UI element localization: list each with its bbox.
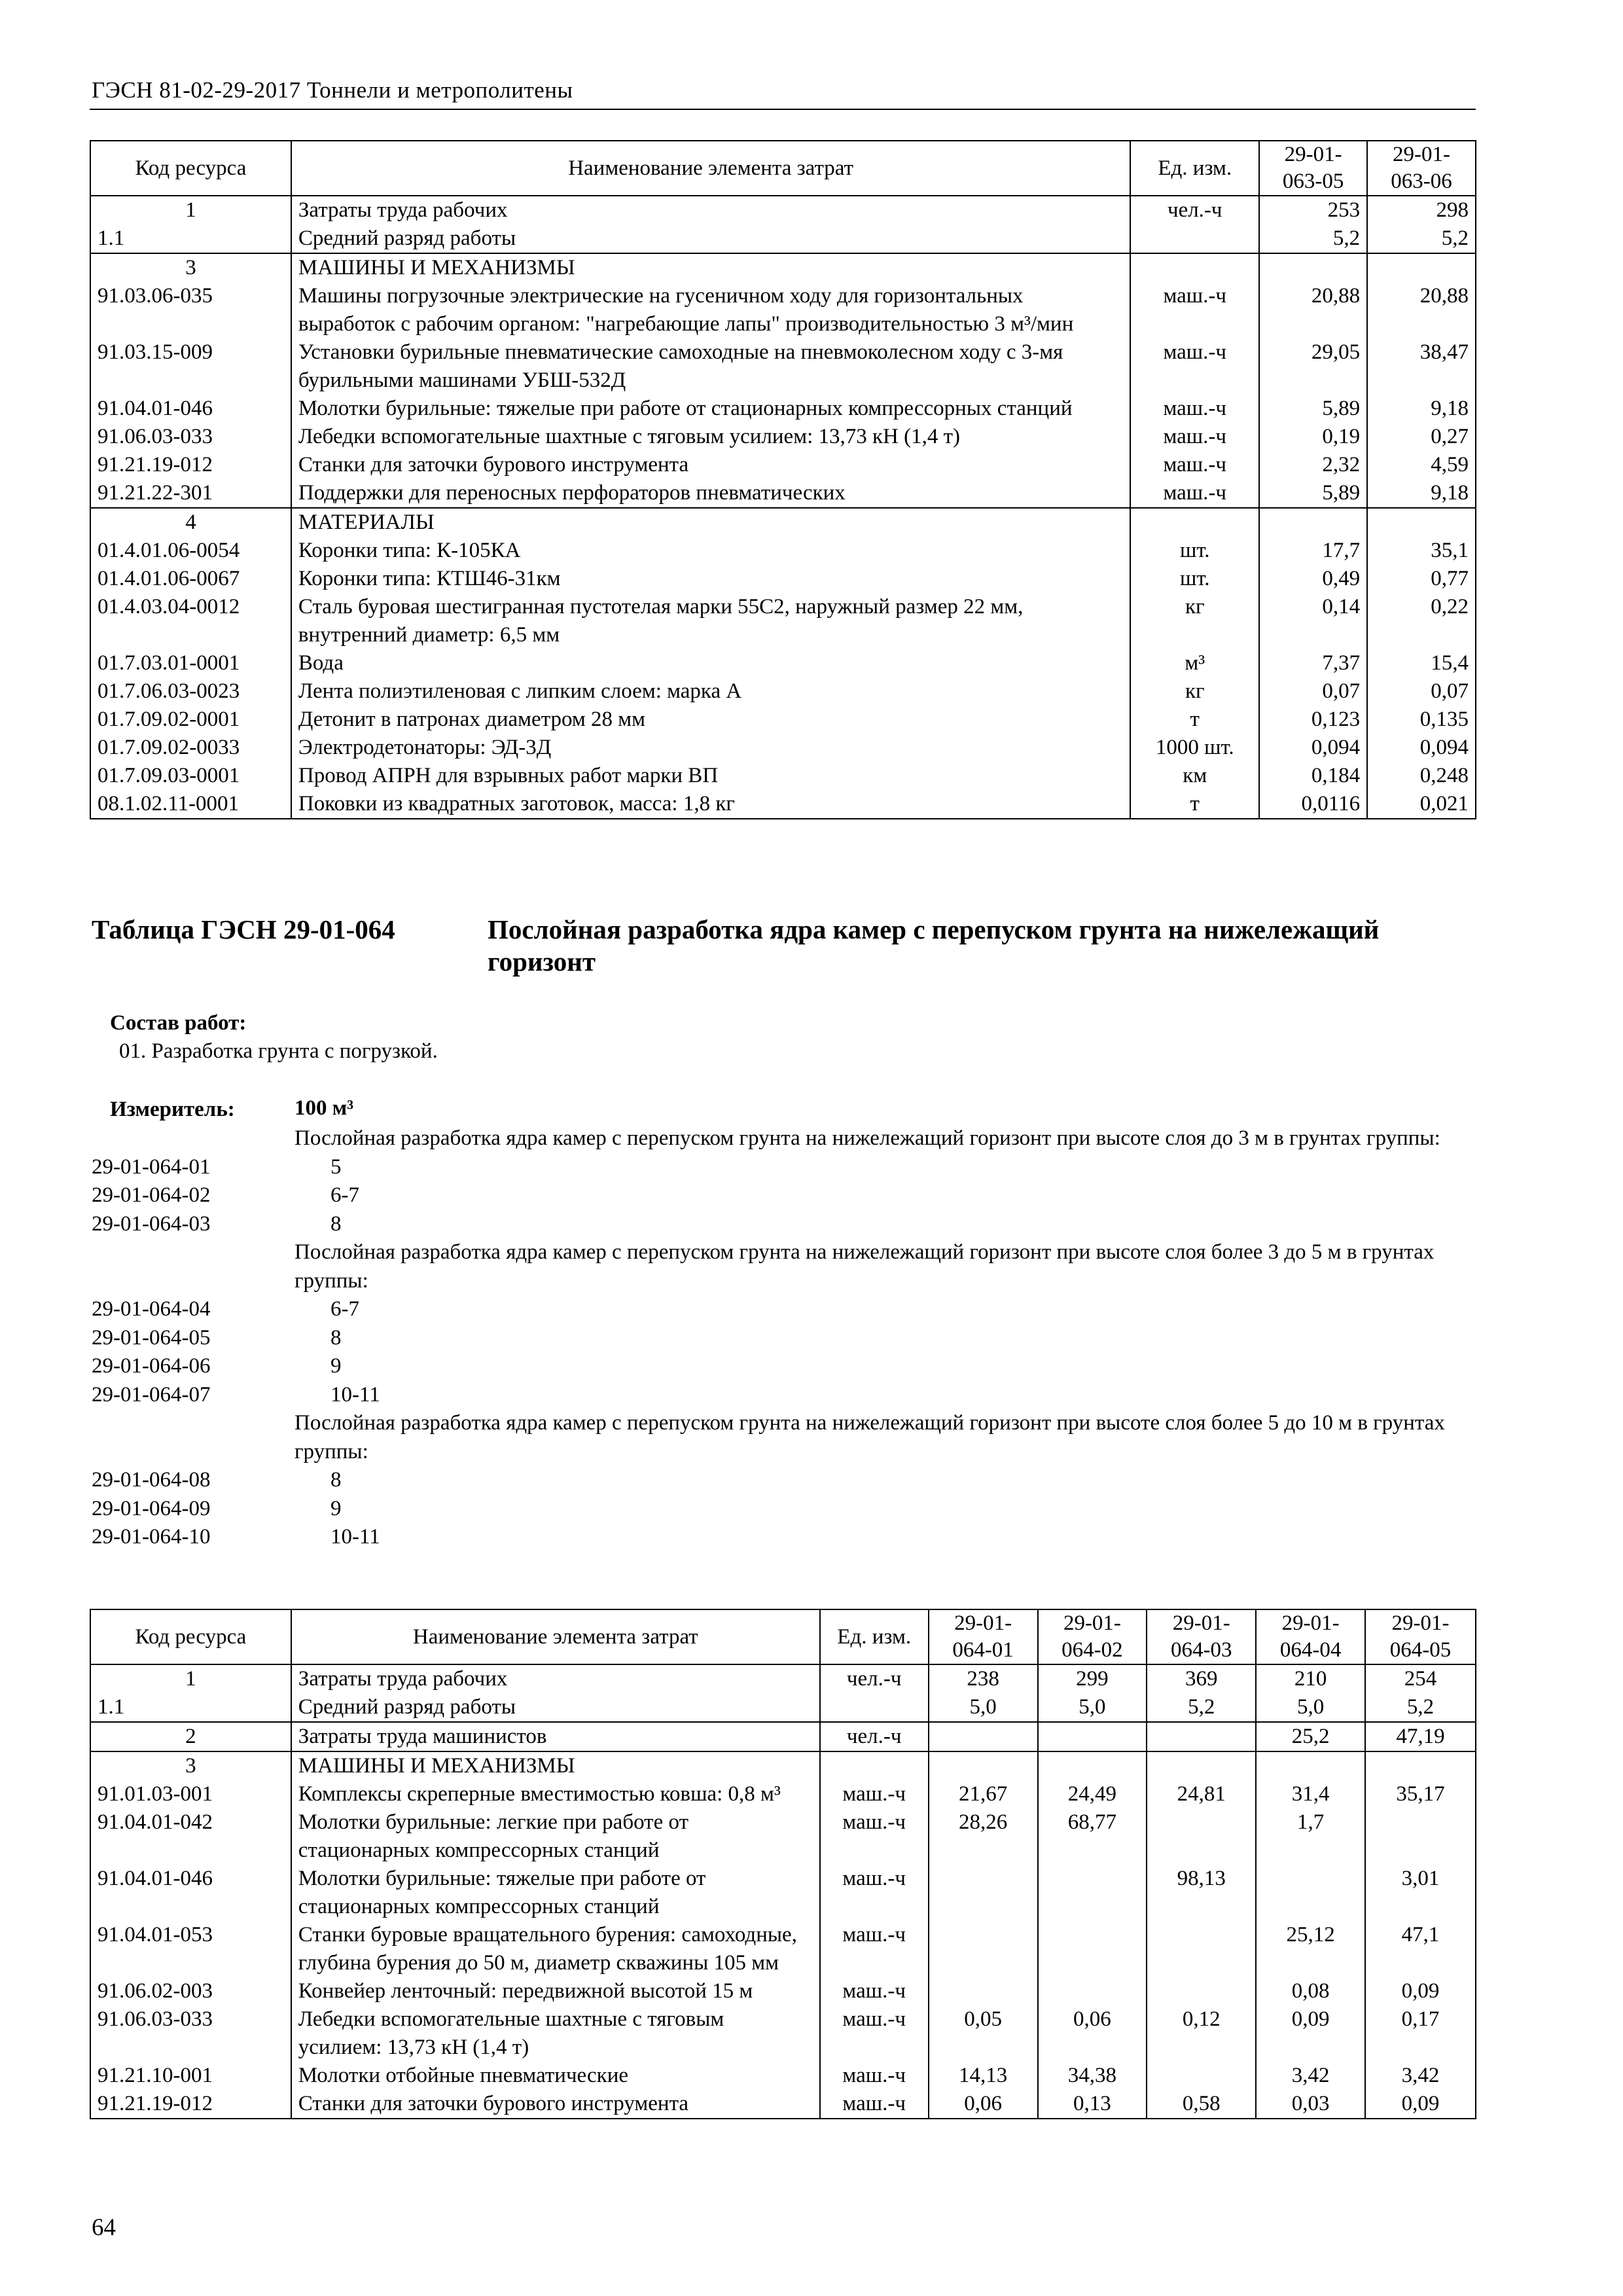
norm-value: 0,07 bbox=[1259, 677, 1367, 706]
norm-value: 0,09 bbox=[1365, 2090, 1476, 2119]
table-row bbox=[90, 1865, 1476, 1921]
norm-value: 0,09 bbox=[1256, 2005, 1365, 2062]
resource-unit: кг bbox=[1130, 677, 1259, 706]
norm-value: 3,01 bbox=[1365, 1865, 1476, 1921]
norm-value: 254 bbox=[1365, 1664, 1476, 1693]
norm-value: 21,67 bbox=[929, 1780, 1038, 1808]
norm-value: 28,26 bbox=[929, 1808, 1038, 1865]
norm-group-description: Послойная разработка ядра камер с перепуском грунта на нижележащий горизонт при высоте слоя более 5 до 10 м в грунтах группы: bbox=[294, 1411, 1445, 1463]
norm-value: 5,2 bbox=[1365, 1693, 1476, 1722]
norm-value bbox=[929, 1865, 1038, 1921]
table-row bbox=[90, 790, 1476, 819]
resource-code: 01.4.03.04-0012 bbox=[90, 593, 291, 649]
norm-value bbox=[1038, 1921, 1147, 1977]
resource-code: 91.21.10-001 bbox=[90, 2062, 291, 2090]
norm-value: 0,094 bbox=[1259, 734, 1367, 762]
resource-name: Затраты труда машинистов bbox=[291, 1722, 820, 1751]
norm-item bbox=[92, 1153, 1472, 1182]
resource-unit: т bbox=[1130, 790, 1259, 819]
resource-code: 91.06.03-033 bbox=[90, 2005, 291, 2062]
resource-name: Конвейер ленточный: передвижной высотой 15 м bbox=[291, 1977, 820, 2005]
resource-unit: чел.-ч bbox=[820, 1664, 929, 1693]
norm-value: 5,2 bbox=[1147, 1693, 1256, 1722]
table-row bbox=[90, 1751, 1476, 1780]
resource-unit: маш.-ч bbox=[820, 1808, 929, 1865]
norm-value: 14,13 bbox=[929, 2062, 1038, 2090]
soil-group: 9 bbox=[330, 1354, 342, 1378]
resource-name: Молотки бурильные: легкие при работе от стационарных компрессорных станций bbox=[291, 1808, 820, 1865]
resource-name: Молотки бурильные: тяжелые при работе от стационарных компрессорных станций bbox=[291, 1865, 820, 1921]
table-row bbox=[90, 1808, 1476, 1865]
norm-value: 29,05 bbox=[1259, 338, 1367, 395]
resource-code: 2 bbox=[90, 1722, 291, 1751]
resource-name: Установки бурильные пневматические самоходные на пневмоколесном ходу с 3-мя бурильными машинами УБШ-532Д bbox=[291, 338, 1130, 395]
soil-group: 8 bbox=[330, 1325, 342, 1350]
resource-name: Детонит в патронах диаметром 28 мм bbox=[291, 706, 1130, 734]
norm-value: 0,22 bbox=[1367, 593, 1476, 649]
header-rule bbox=[90, 109, 1476, 110]
norm-list bbox=[92, 1124, 1472, 1552]
running-title: ГЭСН 81-02-29-2017 Тоннели и метрополитены bbox=[92, 77, 573, 103]
norm-value bbox=[1038, 1751, 1147, 1780]
norm-value: 238 bbox=[929, 1664, 1038, 1693]
norm-value: 0,09 bbox=[1365, 1977, 1476, 2005]
resource-code: 91.06.02-003 bbox=[90, 1977, 291, 2005]
norm-item bbox=[92, 1352, 1472, 1381]
column-header-code: Код ресурса bbox=[90, 141, 291, 196]
table-row bbox=[90, 2090, 1476, 2119]
composition-heading: Состав работ: bbox=[110, 1011, 247, 1035]
resource-name: Средний разряд работы bbox=[291, 1693, 820, 1722]
resource-name: Лебедки вспомогательные шахтные с тяговым усилием: 13,73 кН (1,4 т) bbox=[291, 2005, 820, 2062]
resource-code: 91.21.19-012 bbox=[90, 451, 291, 479]
resource-unit: маш.-ч bbox=[820, 1977, 929, 2005]
resource-code: 01.7.09.02-0001 bbox=[90, 706, 291, 734]
resource-code: 1.1 bbox=[90, 1693, 291, 1722]
norm-value: 0,58 bbox=[1147, 2090, 1256, 2119]
resource-code: 91.21.22-301 bbox=[90, 479, 291, 508]
norm-value: 0,06 bbox=[1038, 2005, 1147, 2062]
table-row bbox=[90, 706, 1476, 734]
norm-value bbox=[1147, 2062, 1256, 2090]
resource-code: 91.06.03-033 bbox=[90, 423, 291, 451]
soil-group: 8 bbox=[330, 1211, 342, 1236]
resource-code: 1 bbox=[90, 196, 291, 224]
norm-value: 0,12 bbox=[1147, 2005, 1256, 2062]
column-header-unit: Ед. изм. bbox=[1130, 141, 1259, 196]
norm-value bbox=[929, 1722, 1038, 1751]
resource-code: 08.1.02.11-0001 bbox=[90, 790, 291, 819]
norm-value bbox=[1367, 508, 1476, 537]
resource-unit: маш.-ч bbox=[820, 1780, 929, 1808]
norm-value bbox=[1365, 1808, 1476, 1865]
table-name: Послойная разработка ядра камер с перепуском грунта на нижележащий горизонт bbox=[488, 914, 1380, 977]
resource-unit: т bbox=[1130, 706, 1259, 734]
resource-code: 01.4.01.06-0054 bbox=[90, 537, 291, 565]
resource-unit: маш.-ч bbox=[1130, 282, 1259, 338]
norm-value: 24,81 bbox=[1147, 1780, 1256, 1808]
norm-value bbox=[1365, 1751, 1476, 1780]
norm-value: 0,49 bbox=[1259, 565, 1367, 593]
resource-unit: маш.-ч bbox=[1130, 395, 1259, 423]
resource-name: Вода bbox=[291, 649, 1130, 677]
resource-name: Станки для заточки бурового инструмента bbox=[291, 2090, 820, 2119]
norm-value bbox=[1259, 508, 1367, 537]
norm-value: 5,89 bbox=[1259, 479, 1367, 508]
norm-value: 0,77 bbox=[1367, 565, 1476, 593]
norm-value: 369 bbox=[1147, 1664, 1256, 1693]
norm-value: 0,27 bbox=[1367, 423, 1476, 451]
resource-code: 01.7.09.02-0033 bbox=[90, 734, 291, 762]
norm-value: 0,07 bbox=[1367, 677, 1476, 706]
norm-value: 9,18 bbox=[1367, 395, 1476, 423]
norm-value: 35,1 bbox=[1367, 537, 1476, 565]
column-header-code: Код ресурса bbox=[90, 1609, 291, 1664]
resource-unit: маш.-ч bbox=[1130, 338, 1259, 395]
norm-value: 210 bbox=[1256, 1664, 1365, 1693]
table-row bbox=[90, 1722, 1476, 1751]
table-row bbox=[90, 451, 1476, 479]
column-header-norm: 29-01- 063-05 bbox=[1259, 141, 1367, 196]
table-row bbox=[90, 762, 1476, 790]
resource-code: 4 bbox=[90, 508, 291, 537]
column-header-norm: 29-01- 064-05 bbox=[1365, 1609, 1476, 1664]
norm-code: 29-01-064-01 bbox=[92, 1155, 211, 1179]
norm-value bbox=[1147, 1722, 1256, 1751]
table-row bbox=[90, 649, 1476, 677]
resource-unit bbox=[1130, 253, 1259, 282]
table-row bbox=[90, 734, 1476, 762]
norm-value: 25,2 bbox=[1256, 1722, 1365, 1751]
table-row bbox=[90, 196, 1476, 224]
norm-value: 20,88 bbox=[1367, 282, 1476, 338]
resource-code: 91.01.03-001 bbox=[90, 1780, 291, 1808]
soil-group: 6-7 bbox=[330, 1183, 359, 1207]
norm-code: 29-01-064-07 bbox=[92, 1382, 211, 1407]
norm-code: 29-01-064-08 bbox=[92, 1468, 211, 1492]
table-row bbox=[90, 565, 1476, 593]
table-header-row bbox=[90, 141, 1476, 196]
resource-code: 91.04.01-042 bbox=[90, 1808, 291, 1865]
table-row bbox=[90, 1780, 1476, 1808]
norm-code: 29-01-064-04 bbox=[92, 1297, 211, 1321]
norm-value: 25,12 bbox=[1256, 1921, 1365, 1977]
norm-item bbox=[92, 1523, 1472, 1552]
resource-code: 1 bbox=[90, 1664, 291, 1693]
norm-value: 298 bbox=[1367, 196, 1476, 224]
norm-value: 0,248 bbox=[1367, 762, 1476, 790]
norm-value: 68,77 bbox=[1038, 1808, 1147, 1865]
norm-item bbox=[92, 1495, 1472, 1524]
norm-value: 34,38 bbox=[1038, 2062, 1147, 2090]
resource-name: Электродетонаторы: ЭД-3Д bbox=[291, 734, 1130, 762]
norm-value bbox=[1147, 1808, 1256, 1865]
norm-value: 0,17 bbox=[1365, 2005, 1476, 2062]
soil-group: 5 bbox=[330, 1155, 342, 1179]
norm-value: 0,13 bbox=[1038, 2090, 1147, 2119]
column-header-norm: 29-01- 063-06 bbox=[1367, 141, 1476, 196]
norm-value: 5,89 bbox=[1259, 395, 1367, 423]
resource-name: Затраты труда рабочих bbox=[291, 1664, 820, 1693]
table-row bbox=[90, 1921, 1476, 1977]
resource-name: Лента полиэтиленовая с липким слоем: марка А bbox=[291, 677, 1130, 706]
resource-name: Средний разряд работы bbox=[291, 224, 1130, 253]
norm-item bbox=[92, 1210, 1472, 1239]
norm-value: 0,123 bbox=[1259, 706, 1367, 734]
column-header-norm: 29-01- 064-01 bbox=[929, 1609, 1038, 1664]
norm-value: 0,135 bbox=[1367, 706, 1476, 734]
norm-value bbox=[1038, 1977, 1147, 2005]
norm-value bbox=[1256, 1865, 1365, 1921]
soil-group: 10-11 bbox=[330, 1382, 380, 1407]
norm-value: 0,184 bbox=[1259, 762, 1367, 790]
resource-unit: маш.-ч bbox=[820, 2062, 929, 2090]
resource-name: МАШИНЫ И МЕХАНИЗМЫ bbox=[291, 253, 1130, 282]
column-header-name: Наименование элемента затрат bbox=[291, 1609, 820, 1664]
norm-value bbox=[929, 1977, 1038, 2005]
resource-code: 91.03.06-035 bbox=[90, 282, 291, 338]
norm-item bbox=[92, 1324, 1472, 1353]
norm-value: 5,0 bbox=[929, 1693, 1038, 1722]
norm-value: 0,06 bbox=[929, 2090, 1038, 2119]
table-row bbox=[90, 677, 1476, 706]
norm-value: 5,0 bbox=[1038, 1693, 1147, 1722]
table-header-row bbox=[90, 1609, 1476, 1664]
norm-value: 24,49 bbox=[1038, 1780, 1147, 1808]
resource-name: Станки для заточки бурового инструмента bbox=[291, 451, 1130, 479]
norm-value: 17,7 bbox=[1259, 537, 1367, 565]
resource-code: 01.4.01.06-0067 bbox=[90, 565, 291, 593]
resource-unit bbox=[820, 1751, 929, 1780]
column-header-unit: Ед. изм. bbox=[820, 1609, 929, 1664]
soil-group: 6-7 bbox=[330, 1297, 359, 1321]
norm-value: 0,021 bbox=[1367, 790, 1476, 819]
resource-code: 01.7.06.03-0023 bbox=[90, 677, 291, 706]
resource-code: 01.7.09.03-0001 bbox=[90, 762, 291, 790]
resource-unit: маш.-ч bbox=[820, 1921, 929, 1977]
resource-name: Сталь буровая шестигранная пустотелая марки 55С2, наружный размер 22 мм, внутренний диаметр: 6,5 мм bbox=[291, 593, 1130, 649]
table-row bbox=[90, 224, 1476, 253]
norm-value: 0,19 bbox=[1259, 423, 1367, 451]
resource-name: Лебедки вспомогательные шахтные с тяговым усилием: 13,73 кН (1,4 т) bbox=[291, 423, 1130, 451]
table-row bbox=[90, 253, 1476, 282]
table-row bbox=[90, 1693, 1476, 1722]
norm-value: 0,094 bbox=[1367, 734, 1476, 762]
resource-name: Затраты труда рабочих bbox=[291, 196, 1130, 224]
table-row bbox=[90, 338, 1476, 395]
resource-table-063 bbox=[90, 140, 1476, 819]
resource-code: 01.7.03.01-0001 bbox=[90, 649, 291, 677]
norm-item bbox=[92, 1381, 1472, 1410]
soil-group: 10-11 bbox=[330, 1525, 380, 1549]
resource-unit: маш.-ч bbox=[1130, 451, 1259, 479]
table-row bbox=[90, 2005, 1476, 2062]
resource-unit: маш.-ч bbox=[820, 1865, 929, 1921]
resource-unit: шт. bbox=[1130, 565, 1259, 593]
norm-code: 29-01-064-09 bbox=[92, 1496, 211, 1520]
norm-value bbox=[1259, 253, 1367, 282]
norm-value: 35,17 bbox=[1365, 1780, 1476, 1808]
norm-code: 29-01-064-10 bbox=[92, 1525, 211, 1549]
table-row bbox=[90, 508, 1476, 537]
norm-code: 29-01-064-06 bbox=[92, 1354, 211, 1378]
resource-name: МАШИНЫ И МЕХАНИЗМЫ bbox=[291, 1751, 820, 1780]
norm-value: 0,08 bbox=[1256, 1977, 1365, 2005]
norm-code: 29-01-064-03 bbox=[92, 1211, 211, 1236]
norm-value bbox=[1256, 1751, 1365, 1780]
norm-value: 5,0 bbox=[1256, 1693, 1365, 1722]
resource-unit: маш.-ч bbox=[1130, 423, 1259, 451]
resource-unit: шт. bbox=[1130, 537, 1259, 565]
norm-value: 4,59 bbox=[1367, 451, 1476, 479]
resource-code: 3 bbox=[90, 1751, 291, 1780]
soil-group: 8 bbox=[330, 1468, 342, 1492]
resource-name: Комплексы скреперные вместимостью ковша: 0,8 м³ bbox=[291, 1780, 820, 1808]
norm-value: 15,4 bbox=[1367, 649, 1476, 677]
norm-value: 0,03 bbox=[1256, 2090, 1365, 2119]
norm-value: 0,05 bbox=[929, 2005, 1038, 2062]
table-row bbox=[90, 479, 1476, 508]
norm-code: 29-01-064-02 bbox=[92, 1183, 211, 1207]
resource-code: 3 bbox=[90, 253, 291, 282]
table-row bbox=[90, 423, 1476, 451]
resource-unit: чел.-ч bbox=[820, 1722, 929, 1751]
page-number: 64 bbox=[92, 2214, 116, 2241]
table-row bbox=[90, 1977, 1476, 2005]
norm-item bbox=[92, 1466, 1472, 1495]
resource-name: Провод АПРН для взрывных работ марки ВП bbox=[291, 762, 1130, 790]
column-header-norm: 29-01- 064-02 bbox=[1038, 1609, 1147, 1664]
resource-code: 91.04.01-046 bbox=[90, 395, 291, 423]
norm-item bbox=[92, 1295, 1472, 1324]
resource-code: 91.04.01-053 bbox=[90, 1921, 291, 1977]
norm-value bbox=[1038, 1865, 1147, 1921]
norm-value: 299 bbox=[1038, 1664, 1147, 1693]
resource-name: Молотки бурильные: тяжелые при работе от стационарных компрессорных станций bbox=[291, 395, 1130, 423]
resource-unit: маш.-ч bbox=[820, 2090, 929, 2119]
measure-label: Измеритель: bbox=[110, 1098, 235, 1121]
norm-group-description: Послойная разработка ядра камер с перепуском грунта на нижележащий горизонт при высоте слоя до 3 м в грунтах группы: bbox=[294, 1126, 1440, 1150]
norm-value: 98,13 bbox=[1147, 1865, 1256, 1921]
resource-unit bbox=[1130, 224, 1259, 253]
norm-value bbox=[1147, 1751, 1256, 1780]
resource-code: 91.04.01-046 bbox=[90, 1865, 291, 1921]
table-row bbox=[90, 282, 1476, 338]
norm-value bbox=[1367, 253, 1476, 282]
resource-name: Поковки из квадратных заготовок, масса: 1,8 кг bbox=[291, 790, 1130, 819]
norm-value bbox=[929, 1921, 1038, 1977]
norm-value: 5,2 bbox=[1367, 224, 1476, 253]
composition-item: 01. Разработка грунта с погрузкой. bbox=[119, 1039, 438, 1063]
norm-value bbox=[1038, 1722, 1147, 1751]
norm-value: 31,4 bbox=[1256, 1780, 1365, 1808]
resource-unit: 1000 шт. bbox=[1130, 734, 1259, 762]
resource-unit: м³ bbox=[1130, 649, 1259, 677]
resource-unit: маш.-ч bbox=[820, 2005, 929, 2062]
resource-unit: км bbox=[1130, 762, 1259, 790]
resource-unit bbox=[820, 1693, 929, 1722]
norm-value: 9,18 bbox=[1367, 479, 1476, 508]
norm-value: 253 bbox=[1259, 196, 1367, 224]
norm-value bbox=[929, 1751, 1038, 1780]
table-row bbox=[90, 2062, 1476, 2090]
resource-name: Коронки типа: К-105КА bbox=[291, 537, 1130, 565]
norm-value: 47,1 bbox=[1365, 1921, 1476, 1977]
measure-value: 100 м³ bbox=[294, 1096, 354, 1120]
table-label: Таблица ГЭСН 29-01-064 bbox=[92, 914, 395, 944]
norm-value bbox=[1147, 1921, 1256, 1977]
soil-group: 9 bbox=[330, 1496, 342, 1520]
norm-value: 38,47 bbox=[1367, 338, 1476, 395]
norm-value: 5,2 bbox=[1259, 224, 1367, 253]
table-row bbox=[90, 593, 1476, 649]
norm-value: 3,42 bbox=[1256, 2062, 1365, 2090]
column-header-norm: 29-01- 064-03 bbox=[1147, 1609, 1256, 1664]
resource-code: 91.03.15-009 bbox=[90, 338, 291, 395]
column-header-name: Наименование элемента затрат bbox=[291, 141, 1130, 196]
norm-value: 20,88 bbox=[1259, 282, 1367, 338]
norm-value: 1,7 bbox=[1256, 1808, 1365, 1865]
norm-code: 29-01-064-05 bbox=[92, 1325, 211, 1350]
resource-name: Молотки отбойные пневматические bbox=[291, 2062, 820, 2090]
resource-code: 91.21.19-012 bbox=[90, 2090, 291, 2119]
table-row bbox=[90, 537, 1476, 565]
resource-unit: кг bbox=[1130, 593, 1259, 649]
norm-value: 47,19 bbox=[1365, 1722, 1476, 1751]
norm-value: 2,32 bbox=[1259, 451, 1367, 479]
resource-unit: чел.-ч bbox=[1130, 196, 1259, 224]
resource-name: Коронки типа: КТШ46-31км bbox=[291, 565, 1130, 593]
resource-name: Машины погрузочные электрические на гусеничном ходу для горизонтальных выработок с рабочим органом: "нагребающие лапы" производительностью 3 м³/мин bbox=[291, 282, 1130, 338]
norm-value: 7,37 bbox=[1259, 649, 1367, 677]
norm-value: 0,14 bbox=[1259, 593, 1367, 649]
resource-table-064 bbox=[90, 1609, 1476, 2119]
resource-unit: маш.-ч bbox=[1130, 479, 1259, 508]
norm-group-description: Послойная разработка ядра камер с перепуском грунта на нижележащий горизонт при высоте слоя более 3 до 5 м в грунтах группы: bbox=[294, 1240, 1435, 1293]
column-header-norm: 29-01- 064-04 bbox=[1256, 1609, 1365, 1664]
resource-name: Поддержки для переносных перфораторов пневматических bbox=[291, 479, 1130, 508]
resource-unit bbox=[1130, 508, 1259, 537]
norm-value bbox=[1147, 1977, 1256, 2005]
resource-code: 1.1 bbox=[90, 224, 291, 253]
table-row bbox=[90, 1664, 1476, 1693]
norm-value: 0,0116 bbox=[1259, 790, 1367, 819]
norm-value: 3,42 bbox=[1365, 2062, 1476, 2090]
norm-item bbox=[92, 1181, 1472, 1210]
resource-name: МАТЕРИАЛЫ bbox=[291, 508, 1130, 537]
table-row bbox=[90, 395, 1476, 423]
resource-name: Станки буровые вращательного бурения: самоходные, глубина бурения до 50 м, диаметр скважины 105 мм bbox=[291, 1921, 820, 1977]
